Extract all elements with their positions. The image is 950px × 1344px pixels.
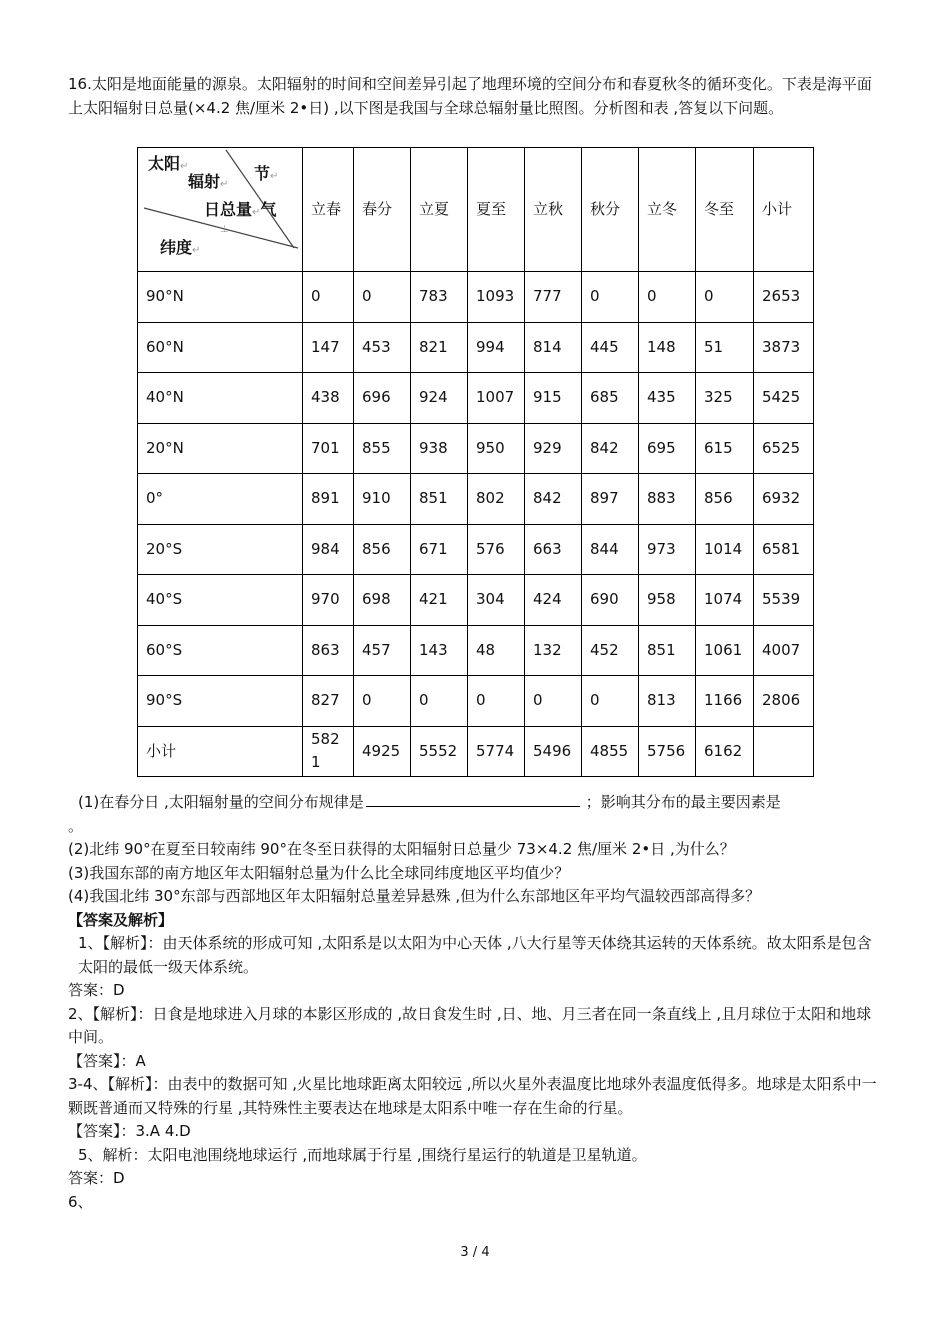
latitude-cell: 小计 [138,726,303,777]
column-header: 秋分 [582,148,639,272]
corner-label-taiyang: 太阳↵ [148,154,189,173]
value-cell: 883 [639,474,696,525]
column-header: 立冬 [639,148,696,272]
value-cell: 6162 [696,726,754,777]
value-cell: 0 [582,676,639,727]
value-cell: 915 [525,373,582,424]
value-cell: 2806 [754,676,814,727]
value-cell: 0 [354,676,411,727]
value-cell: 325 [696,373,754,424]
value-cell: 958 [639,575,696,626]
value-cell: 924 [411,373,468,424]
value-cell: 421 [411,575,468,626]
value-cell: 51 [696,322,754,373]
value-cell: 453 [354,322,411,373]
column-header: 立夏 [411,148,468,272]
value-cell: 5774 [468,726,525,777]
value-cell: 696 [354,373,411,424]
value-cell: 701 [303,423,354,474]
answer-blank[interactable] [366,792,580,807]
value-cell: 1007 [468,373,525,424]
corner-label-rizongliang: 日总量↵气 [204,200,277,219]
value-cell: 304 [468,575,525,626]
table-row [138,575,814,626]
value-cell: 147 [303,322,354,373]
value-cell: 148 [639,322,696,373]
subquestion-3: (3)我国东部的南方地区年太阳辐射总量为什么比全球同纬度地区平均值少？ [68,863,570,882]
latitude-cell: 40°N [138,373,303,424]
value-cell: 132 [525,625,582,676]
value-cell: 452 [582,625,639,676]
value-cell: 856 [354,524,411,575]
value-cell: 698 [354,575,411,626]
value-cell: 0 [639,272,696,323]
column-header: 立春 [303,148,354,272]
value-cell: 929 [525,423,582,474]
value-cell: 615 [696,423,754,474]
latitude-cell: 60°N [138,322,303,373]
column-header: 春分 [354,148,411,272]
value-cell: 445 [582,322,639,373]
value-cell: 814 [525,322,582,373]
value-cell: 802 [468,474,525,525]
value-cell: 851 [411,474,468,525]
subquestion-2: (2)北纬 90°在夏至日较南纬 90°在冬至日获得的太阳辐射日总量少 73×4.2 焦/厘米 2•日 ,为什么？ [68,840,735,858]
answer-5: 答案：D [68,1169,125,1187]
value-cell: 950 [468,423,525,474]
value-cell: 938 [411,423,468,474]
value-cell: 2653 [754,272,814,323]
value-cell: 5496 [525,726,582,777]
subquestions-block [68,791,884,1214]
value-cell: 897 [582,474,639,525]
answer-5-explanation: 5、解析：太阳电池围绕地球运行 ,而地球属于行星 ,围绕行星运行的轨道是卫星轨道。 [78,1145,647,1164]
table-header-row [138,148,814,272]
value-cell: 438 [303,373,354,424]
value-cell: 0 [354,272,411,323]
value-cell: 1014 [696,524,754,575]
value-cell: 827 [303,676,354,727]
column-header: 冬至 [696,148,754,272]
value-cell: 856 [696,474,754,525]
value-cell: 844 [582,524,639,575]
value-cell: 1061 [696,625,754,676]
value-cell: 1074 [696,575,754,626]
value-cell: 970 [303,575,354,626]
corner-mark-perp: ⊥ [220,224,229,235]
value-cell: 5425 [754,373,814,424]
value-cell: 5821 [303,726,354,777]
page-number: 3 / 4 [460,1245,490,1260]
value-cell: 0 [582,272,639,323]
value-cell: 424 [525,575,582,626]
corner-label-fushe: 辐射↵ [188,172,229,191]
value-cell: 457 [354,625,411,676]
value-cell: 435 [639,373,696,424]
value-cell: 576 [468,524,525,575]
latitude-cell: 40°S [138,575,303,626]
value-cell: 6581 [754,524,814,575]
value-cell: 863 [303,625,354,676]
table-row [138,272,814,323]
value-cell: 1166 [696,676,754,727]
subquestion-1-end: 。 [68,816,84,835]
value-cell: 663 [525,524,582,575]
subquestion-4: (4)我国北纬 30°东部与西部地区年太阳辐射总量差异悬殊 ,但为什么东部地区年平均气温较西部高得多？ [68,887,761,905]
value-cell: 48 [468,625,525,676]
table-row [138,423,814,474]
value-cell: 910 [354,474,411,525]
table-row [138,676,814,727]
value-cell: 5756 [639,726,696,777]
value-cell: 842 [525,474,582,525]
value-cell: 6932 [754,474,814,525]
value-cell: 994 [468,322,525,373]
value-cell: 143 [411,625,468,676]
value-cell: 695 [639,423,696,474]
value-cell: 855 [354,423,411,474]
answers-heading: 【答案及解析】 [68,910,174,929]
value-cell: 4007 [754,625,814,676]
value-cell: 4925 [354,726,411,777]
radiation-table [137,147,814,777]
value-cell: 0 [696,272,754,323]
column-header: 小计 [754,148,814,272]
question-intro-block [68,73,884,120]
answer-2-explanation: 2、【解析】：日食是地球进入月球的本影区形成的 ,故日食发生时 ,日、地、月三者在同一条直线上 ,且月球位于太阳和地球中间。 [68,1004,872,1046]
table-row [138,524,814,575]
value-cell: 783 [411,272,468,323]
value-cell: 984 [303,524,354,575]
diagonal-header-cell [138,148,303,272]
latitude-cell: 90°S [138,676,303,727]
value-cell: 3873 [754,322,814,373]
value-cell: 5539 [754,575,814,626]
value-cell: 4855 [582,726,639,777]
value-cell: 5552 [411,726,468,777]
latitude-cell: 90°N [138,272,303,323]
answer-1: 答案：D [68,981,125,999]
table-row [138,373,814,424]
table-row [138,322,814,373]
answer-34-explanation: 3-4、【解析】：由表中的数据可知 ,火星比地球距离太阳较远 ,所以火星外表温度比地球外表温度低得多。地球是太阳系中一颗既普通而又特殊的行星 ,其特殊性主要表达在地球是太阳系中唯一存在生命的行星。 [68,1075,877,1117]
value-cell: 777 [525,272,582,323]
value-cell: 671 [411,524,468,575]
value-cell: 0 [525,676,582,727]
column-header: 夏至 [468,148,525,272]
answer-6: 6、 [68,1192,93,1211]
table-row [138,726,814,777]
value-cell: 690 [582,575,639,626]
column-header: 立秋 [525,148,582,272]
corner-label-jie: 节↵ [254,164,279,183]
corner-label-weidu: 纬度↵ [160,238,201,257]
value-cell: 0 [468,676,525,727]
value-cell: 851 [639,625,696,676]
answer-2: 【答案】：A [68,1051,146,1070]
latitude-cell: 60°S [138,625,303,676]
question-intro: 16.太阳是地面能量的源泉。太阳辐射的时间和空间差异引起了地理环境的空间分布和春夏秋冬的循环变化。下表是海平面上太阳辐射日总量(×4.2 焦/厘米 2•日) ,以下图是我国与全球总辐射量比照图。分析图和表 ,答复以下问题。 [68,75,872,117]
value-cell: 6525 [754,423,814,474]
value-cell: 973 [639,524,696,575]
value-cell: 0 [411,676,468,727]
value-cell: 685 [582,373,639,424]
answer-1-explanation: 1、【解析】：由天体系统的形成可知 ,太阳系是以太阳为中心天体 ,八大行星等天体绕其运转的天体系统。故太阳系是包含太阳的最低一级天体系统。 [78,934,872,976]
value-cell: 891 [303,474,354,525]
subquestion-1: (1)在春分日 ,太阳辐射量的空间分布规律是 ；影响其分布的最主要因素是 [78,793,781,811]
latitude-cell: 20°N [138,423,303,474]
latitude-cell: 0° [138,474,303,525]
value-cell: 813 [639,676,696,727]
value-cell [754,726,814,777]
table-row [138,625,814,676]
value-cell: 1093 [468,272,525,323]
answer-34: 【答案】：3.A 4.D [68,1122,191,1140]
value-cell: 842 [582,423,639,474]
value-cell: 0 [303,272,354,323]
value-cell: 821 [411,322,468,373]
latitude-cell: 20°S [138,524,303,575]
table-row [138,474,814,525]
